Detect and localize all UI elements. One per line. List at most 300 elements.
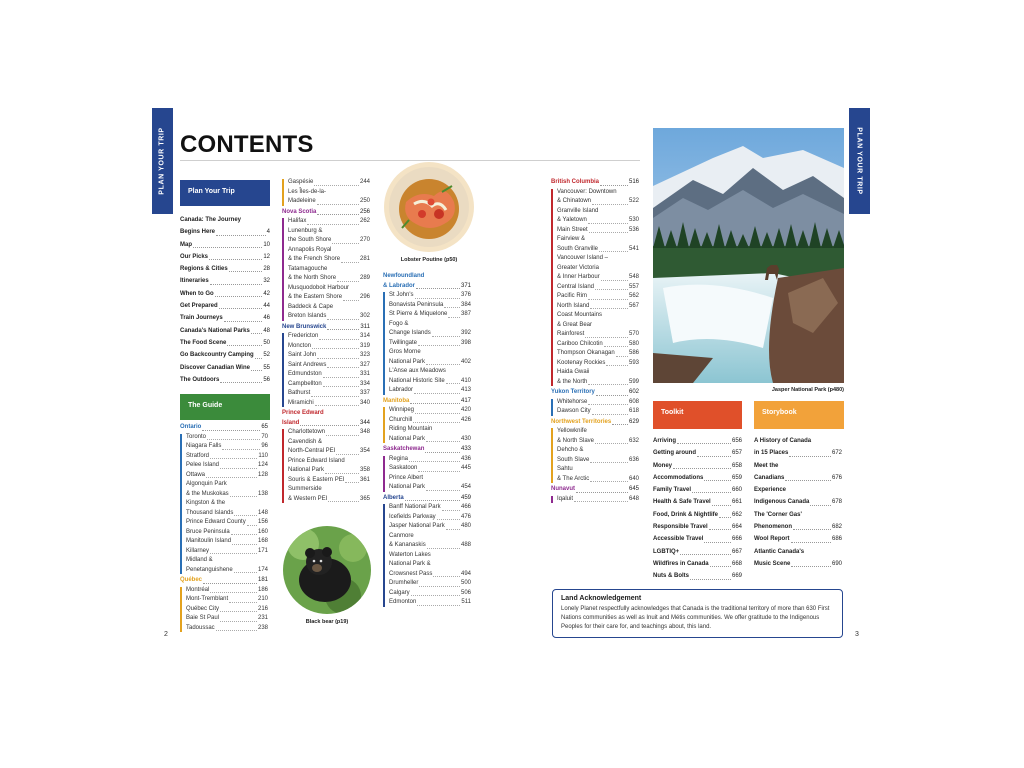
toolkit-item-page: 656 <box>731 438 742 444</box>
toc-entry-title: Kootenay Rockies <box>557 359 606 366</box>
toc-entry <box>557 475 639 485</box>
region-heading <box>551 388 639 398</box>
toc-entry-page: 562 <box>628 293 639 300</box>
toc-entry <box>186 556 268 566</box>
toc-entry-title: Sahtu <box>557 466 573 473</box>
toc-entry <box>389 513 471 523</box>
toc-entry-title: Fogo & <box>389 320 409 327</box>
plan-item-page: 28 <box>263 266 270 273</box>
dot-leader <box>604 346 628 347</box>
toc-entry <box>186 528 268 538</box>
storybook-item <box>754 447 842 459</box>
dot-leader <box>220 382 262 383</box>
dot-leader <box>193 247 262 248</box>
toc-entry-page: 384 <box>460 301 471 308</box>
lobster-poutine-photo <box>384 162 474 252</box>
toc-entry-title: Vancouver Island – <box>557 255 608 262</box>
region-title: Nova Scotia <box>282 208 317 215</box>
toolkit-item <box>653 558 742 570</box>
toc-entry <box>557 437 639 447</box>
black-bear-photo <box>283 526 371 614</box>
dot-leader <box>590 308 628 309</box>
toc-entry <box>288 457 370 467</box>
toolkit-item <box>653 447 742 459</box>
toc-entry-title: Killarney <box>186 547 210 554</box>
toc-entry-page: 138 <box>257 490 268 497</box>
toolkit-item-title: LGBTIQ+ <box>653 548 680 555</box>
region-heading <box>282 323 370 333</box>
toolkit-item-title: Responsible Travel <box>653 524 708 531</box>
plan-item <box>180 251 270 263</box>
dot-leader <box>595 443 628 444</box>
storybook-item <box>754 509 842 521</box>
toc-entry-title: Gaspésie <box>288 179 314 185</box>
toc-entry-page: 174 <box>257 566 268 573</box>
toc-entry <box>288 265 370 275</box>
storybook-item <box>754 496 842 508</box>
right-page-number: 3 <box>855 631 859 638</box>
dot-leader <box>341 262 359 263</box>
toolkit-item-page: 666 <box>731 536 742 543</box>
dot-leader <box>419 586 460 587</box>
toc-entry-page: 376 <box>460 292 471 299</box>
storybook-item-title: A History of Canada <box>754 438 812 444</box>
toolkit-item-page: 668 <box>731 560 742 567</box>
toc-entry <box>288 274 370 284</box>
region-group <box>180 433 268 576</box>
toc-entry-title: St John's <box>389 292 414 299</box>
toc-entry <box>557 407 639 417</box>
toc-entry-page: 387 <box>460 311 471 318</box>
toc-entry-page: 392 <box>460 330 471 337</box>
dot-leader <box>314 185 359 186</box>
dot-leader <box>327 367 359 368</box>
dot-leader <box>234 572 257 573</box>
plan-item-title: Canada's National Parks <box>180 327 250 334</box>
dot-leader <box>410 403 460 404</box>
title-rule <box>180 160 640 161</box>
storybook-item <box>754 484 842 496</box>
toc-entry-title: North Island <box>557 302 590 309</box>
plan-item <box>180 337 270 349</box>
dot-leader <box>247 525 257 526</box>
dot-leader <box>690 579 731 580</box>
dot-leader <box>704 542 731 543</box>
toc-entry-title: Les Îles-de-la- <box>288 188 327 195</box>
toc-entry-page: 488 <box>460 542 471 549</box>
dot-leader <box>215 296 263 297</box>
toc-entry-page: 340 <box>359 399 370 406</box>
region-page: 65 <box>261 424 268 430</box>
region-color-bar <box>282 218 284 321</box>
region-heading <box>551 178 639 188</box>
toc-entry-title: Banff National Park <box>389 504 441 511</box>
toc-entry <box>557 226 639 236</box>
toolkit-item <box>653 460 742 472</box>
dot-leader <box>612 424 628 425</box>
toc-entry-page: 398 <box>460 339 471 346</box>
region-title: Saskatchewan <box>383 446 425 453</box>
toc-entry-page: 420 <box>460 407 471 414</box>
toc-entry-title: Cavendish & <box>288 438 323 445</box>
region-heading <box>282 409 370 419</box>
dot-leader <box>432 336 460 337</box>
storybook-item-page: 686 <box>831 536 842 543</box>
dot-leader <box>210 553 257 554</box>
toc-entry-page: 445 <box>460 465 471 472</box>
toc-entry-title: Rainforest <box>557 331 585 338</box>
toc-entry <box>186 518 268 528</box>
region-heading <box>383 494 471 504</box>
region-color-bar <box>282 179 284 206</box>
dot-leader <box>709 529 731 530</box>
dot-leader <box>300 425 359 426</box>
toc-entry <box>557 197 639 207</box>
toc-entry-title: North-Central PEI <box>288 448 336 455</box>
toc-entry-title: Vancouver: Downtown <box>557 188 617 195</box>
toc-entry <box>389 589 471 599</box>
toc-entry-title: St Pierre & Miquelone <box>389 311 448 318</box>
toc-entry-page: 327 <box>359 361 370 368</box>
toc-entry <box>186 480 268 490</box>
region-title: British Columbia <box>551 179 600 185</box>
region-group <box>282 178 370 207</box>
plan-item-title: Canada: The Journey <box>180 217 242 223</box>
plan-item <box>180 275 270 287</box>
toc-entry-title: Bruce Peninsula <box>186 528 230 535</box>
storybook-item <box>754 558 842 570</box>
toc-entry <box>288 197 370 207</box>
toc-entry-title: Granville Island <box>557 207 599 214</box>
toc-entry <box>186 461 268 471</box>
toc-entry <box>557 368 639 378</box>
dot-leader <box>592 204 628 205</box>
toolkit-item <box>653 509 742 521</box>
toc-entry-page: 148 <box>257 509 268 516</box>
toc-entry-page: 618 <box>628 408 639 415</box>
toc-entry-title: Prince Albert <box>389 474 424 481</box>
toc-entry <box>557 330 639 340</box>
region-items <box>557 398 639 417</box>
toc-entry <box>288 332 370 342</box>
storybook-item-title: Experience <box>754 487 787 494</box>
plan-item <box>180 226 270 238</box>
toc-entry <box>557 216 639 226</box>
toolkit-item-title: Wildfires in Canada <box>653 560 709 567</box>
toolkit-item-title: Arriving <box>653 438 677 444</box>
toc-entry <box>186 499 268 509</box>
toc-entry-title: & the Muskokas <box>186 490 229 497</box>
dot-leader <box>323 377 359 378</box>
dot-leader <box>234 515 257 516</box>
toc-entry-title: Montréal <box>186 586 210 593</box>
toc-entry-page: 580 <box>628 340 639 347</box>
dot-leader <box>336 454 359 455</box>
storybook-item-title: Meet the <box>754 462 779 469</box>
plan-your-trip-header: Plan Your Trip <box>180 180 270 206</box>
toc-entry-page: 216 <box>257 605 268 612</box>
toc-entry-title: & the North <box>557 378 588 385</box>
region-color-bar <box>551 189 553 387</box>
toc-entry <box>186 614 268 624</box>
toc-entry <box>288 312 370 322</box>
toc-entry-title: Saskatoon <box>389 465 418 472</box>
dot-leader <box>793 529 831 530</box>
toc-entry-page: 160 <box>257 528 268 535</box>
toc-entry-title: the South Shore <box>288 237 332 244</box>
region-heading <box>383 282 471 292</box>
toolkit-item-title: Food, Drink & Nightlife <box>653 511 718 518</box>
storybook-item-title: Atlantic Canada's <box>754 548 805 555</box>
dot-leader <box>251 370 262 371</box>
dot-leader <box>574 501 628 502</box>
toc-entry <box>389 367 471 377</box>
toc-entry-title: South Slave <box>557 456 590 463</box>
toc-entry <box>557 378 639 388</box>
toc-entry-title: Fredericton <box>288 333 319 340</box>
plan-item <box>180 312 270 324</box>
dot-leader <box>323 386 359 387</box>
toc-entry-title: National Park <box>288 467 325 474</box>
toc-entry-title: Charlottetown <box>288 429 326 436</box>
toc-entry-page: 124 <box>257 462 268 469</box>
dot-leader <box>588 299 628 300</box>
toc-entry-title: Stratford <box>186 452 210 459</box>
toolkit-item-title: Family Travel <box>653 487 692 494</box>
toc-entry <box>557 207 639 217</box>
toc-entry-title: Edmonton <box>389 599 417 606</box>
region-group <box>282 428 370 504</box>
dot-leader <box>343 300 359 301</box>
toc-entry <box>186 605 268 615</box>
toc-entry-title: Algonquin Park <box>186 481 227 488</box>
jasper-caption: Jasper National Park (p480) <box>771 387 844 393</box>
toc-entry-title: & Inner Harbour <box>557 274 600 281</box>
toc-entry-title: Musquodoboit Harbour <box>288 284 350 291</box>
toc-entry <box>557 292 639 302</box>
toc-entry <box>389 416 471 426</box>
toc-entry-title: Waterton Lakes <box>389 551 431 558</box>
dot-leader <box>810 505 831 506</box>
region-items <box>557 495 639 505</box>
toc-entry-page: 270 <box>359 237 370 244</box>
toc-entry-page: 530 <box>628 217 639 224</box>
left-page-number: 2 <box>164 631 168 638</box>
dot-leader <box>230 496 257 497</box>
dot-leader <box>210 592 257 593</box>
toolkit-item <box>653 546 742 558</box>
region-title: Newfoundland <box>383 273 425 279</box>
toc-entry <box>557 245 639 255</box>
toc-entry <box>186 471 268 481</box>
toolkit-item-title: Getting around <box>653 450 696 457</box>
dot-leader <box>437 519 460 520</box>
dot-leader <box>600 185 628 186</box>
toc-entry-title: Baie St Paul <box>186 615 220 622</box>
toc-entry <box>288 227 370 237</box>
region-page: 344 <box>359 419 370 426</box>
toc-entry <box>186 586 268 596</box>
toc-entry <box>389 455 471 465</box>
region-items <box>557 427 639 484</box>
toc-entry-page: 314 <box>359 333 370 340</box>
dot-leader <box>415 413 460 414</box>
toolkit-item-page: 660 <box>731 487 742 494</box>
toc-entry-title: Fairview & <box>557 236 586 243</box>
plan-item-title: Get Prepared <box>180 303 218 310</box>
storybook-item-title: Wool Report <box>754 536 790 543</box>
dot-leader <box>791 542 831 543</box>
toc-entry <box>186 547 268 557</box>
toc-entry-title: Thompson Okanagan <box>557 350 615 357</box>
toc-entry-title: Moncton <box>288 342 312 349</box>
guide-column-2 <box>282 178 370 505</box>
plan-item-page: 32 <box>263 278 270 285</box>
dot-leader <box>590 462 628 463</box>
toc-entry-title: Greater Victoria <box>557 264 599 271</box>
dot-leader <box>231 534 257 535</box>
toc-entry-title: Madeleine <box>288 198 316 204</box>
plan-item-title: Our Picks <box>180 253 209 260</box>
plan-item <box>180 239 270 251</box>
toc-entry-title: Central Island <box>557 283 595 290</box>
toc-entry-title: & Western PEI <box>288 495 328 502</box>
region-items <box>557 188 639 388</box>
plan-item-page: 56 <box>263 376 270 383</box>
storybook-item-page: 676 <box>831 474 842 481</box>
dot-leader <box>785 480 831 481</box>
toc-entry-page: 567 <box>628 302 639 309</box>
toolkit-item-page: 667 <box>731 548 742 555</box>
region-title: Nunavut <box>551 486 575 493</box>
toc-entry-page: 244 <box>359 179 370 185</box>
region-title: Québec <box>180 577 203 584</box>
region-title: Manitoba <box>383 397 410 404</box>
toc-entry <box>389 339 471 349</box>
region-page: 645 <box>628 486 639 493</box>
dot-leader <box>585 337 628 338</box>
toc-entry <box>186 566 268 576</box>
toc-entry-page: 466 <box>460 504 471 511</box>
toc-entry <box>557 446 639 456</box>
toc-entry <box>288 361 370 371</box>
toc-entry-page: 506 <box>460 589 471 596</box>
toc-entry <box>557 359 639 369</box>
toc-entry-page: 599 <box>628 378 639 385</box>
storybook-item <box>754 533 842 545</box>
toc-entry-page: 426 <box>460 416 471 423</box>
toc-entry <box>288 447 370 457</box>
toc-entry-page: 186 <box>257 586 268 593</box>
toc-entry <box>557 283 639 293</box>
toc-entry-title: Change Islands <box>389 330 431 337</box>
toc-entry-title: Whitehorse <box>557 398 588 405</box>
dot-leader <box>319 339 359 340</box>
toolkit-item <box>653 496 742 508</box>
dot-leader <box>588 404 628 405</box>
dot-leader <box>317 358 359 359</box>
toc-entry-title: Icefields Parkway <box>389 513 436 520</box>
plan-item-page: 52 <box>263 352 270 359</box>
toolkit-item <box>653 472 742 484</box>
toc-entry-title: Summerside <box>288 486 322 493</box>
the-guide-header: The Guide <box>180 394 270 420</box>
toc-entry-page: 319 <box>359 342 370 349</box>
region-heading <box>383 445 471 455</box>
toc-entry <box>288 389 370 399</box>
toc-entry <box>557 188 639 198</box>
region-items <box>389 455 471 493</box>
dot-leader <box>601 280 628 281</box>
dot-leader <box>704 480 731 481</box>
land-acknowledgement-box <box>552 589 843 638</box>
dot-leader <box>216 630 257 631</box>
dot-leader <box>202 430 260 431</box>
region-title: Ontario <box>180 424 202 430</box>
toc-entry <box>288 246 370 256</box>
plan-item <box>180 214 270 226</box>
dot-leader <box>677 443 731 444</box>
toc-entry <box>389 406 471 416</box>
toolkit-item <box>653 521 742 533</box>
dot-leader <box>409 461 460 462</box>
toc-entry-title: Penetanguishene <box>186 566 233 573</box>
toc-entry-page: 334 <box>359 380 370 387</box>
toc-entry <box>288 236 370 246</box>
toc-entry-title: Coast Mountains <box>557 312 603 319</box>
region-color-bar <box>180 434 182 575</box>
dot-leader <box>448 317 460 318</box>
region-heading <box>282 419 370 429</box>
toc-entry <box>389 560 471 570</box>
toc-entry <box>389 483 471 493</box>
toc-entry <box>288 399 370 409</box>
toc-entry-title: Annapolis Royal <box>288 246 332 253</box>
toc-entry-title: Pacific Rim <box>557 293 588 300</box>
dot-leader <box>206 477 257 478</box>
region-color-bar <box>180 587 182 633</box>
toc-entry <box>288 380 370 390</box>
dot-leader <box>209 259 262 260</box>
toc-entry-title: Dawson City <box>557 408 591 415</box>
toc-entry <box>557 427 639 437</box>
region-page: 311 <box>360 323 370 330</box>
plan-item-title: Begins Here <box>180 229 216 236</box>
land-acknowledgement-title: Land Acknowledgement <box>561 595 642 602</box>
toc-entry-title: South Granville <box>557 245 599 252</box>
dot-leader <box>697 456 731 457</box>
toc-entry-page: 454 <box>460 484 471 491</box>
toc-entry-page: 494 <box>460 570 471 577</box>
toc-entry <box>186 433 268 443</box>
dot-leader <box>589 232 628 233</box>
land-acknowledgement-text: Lonely Planet respectfully acknowledges that Canada is the traditional territory of more than 630 First Nations communities as well as Inuit and Métis communities. We offer gratitude to the Indigenous Peoples for their care for, and teachings about, this land. <box>561 606 830 630</box>
toc-entry-title: L'Anse aux Meadows <box>389 368 446 375</box>
plan-item <box>180 374 270 386</box>
storybook-item <box>754 435 842 447</box>
toc-entry-page: 365 <box>359 495 370 502</box>
plan-item-page: 4 <box>266 229 270 236</box>
toc-entry-page: 238 <box>257 624 268 631</box>
toolkit-item <box>653 484 742 496</box>
toc-entry <box>186 595 268 605</box>
toc-entry-page: 541 <box>628 245 639 252</box>
toc-entry-page: 608 <box>628 398 639 405</box>
plan-item-title: The Outdoors <box>180 376 220 383</box>
region-color-bar <box>551 496 553 504</box>
plan-item <box>180 362 270 374</box>
region-group <box>383 455 471 493</box>
